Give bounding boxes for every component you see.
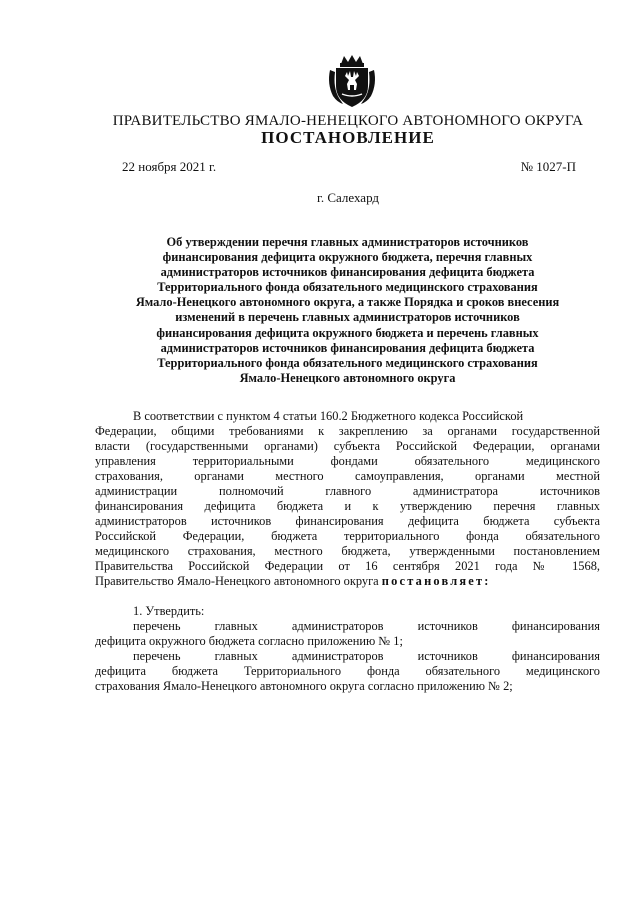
document-number: № 1027-П [520, 159, 576, 174]
preamble-line: медицинского страхования, местного бюджета, утвержденными постановлением [95, 544, 600, 558]
coat-of-arms-icon [327, 54, 377, 110]
title-line: финансирования дефицита окружного бюджета, перечня главных [162, 250, 533, 265]
preamble-paragraph [95, 409, 600, 589]
item-heading: 1. Утвердить: [133, 604, 205, 618]
preamble-line: власти (государственными органами) субъекта Российской Федерации, органами [95, 439, 600, 453]
preamble-line: управления территориальными фондами обязательного медицинского [95, 454, 600, 468]
title-line: Территориального фонда обязательного медицинского страхования [157, 355, 538, 370]
title-line: Об утверждении перечня главных администраторов источников [166, 235, 529, 249]
document-city: г. Салехард [316, 190, 380, 205]
preamble-line: Правительство Ямало-Ненецкого автономного округа [95, 574, 379, 588]
title-line: Ямало-Ненецкого автономного округа, а также Порядка и сроков внесения [135, 295, 560, 310]
preamble-line: администрации полномочий главного администратора источников [95, 484, 600, 498]
preamble-final-line [95, 574, 600, 589]
preamble-line: Правительства Российской Федерации от 16 сентября 2021 года № 1568, [95, 559, 600, 573]
government-name: ПРАВИТЕЛЬСТВО ЯМАЛО-НЕНЕЦКОГО АВТОНОМНОГО ОКРУГА [112, 113, 584, 129]
list-item-line: дефицита бюджета Территориального фонда обязательного медицинского [95, 664, 600, 678]
preamble-line: Федерации, общими требованиями к закреплению за органами государственной [95, 424, 600, 438]
document-type: ПОСТАНОВЛЕНИЕ [261, 128, 435, 147]
preamble-line: Российской Федерации, бюджета территориального фонда обязательного [95, 529, 600, 543]
document-body [95, 409, 600, 694]
title-line: Территориального фонда обязательного медицинского страхования [157, 280, 538, 295]
preamble-line: администраторов источников финансирования дефицита бюджета субъекта [95, 514, 600, 528]
title-line: Ямало-Ненецкого автономного округа [239, 370, 456, 385]
document-title [95, 235, 600, 386]
preamble-line: В соответствии с пунктом 4 статьи 160.2 Бюджетного кодекса Российской [133, 409, 524, 423]
preamble-line: страхования, органами местного самоуправления, органами местной [95, 469, 600, 483]
title-line: изменений в перечень главных администраторов источников [175, 310, 520, 325]
title-line: администраторов источников финансирования дефицита бюджета [160, 340, 535, 355]
title-line: финансирования дефицита окружного бюджета и перечень главных [156, 325, 539, 340]
list-item-line: дефицита окружного бюджета согласно приложению № 1; [95, 634, 403, 648]
list-item-line: перечень главных администраторов источников финансирования [133, 619, 600, 633]
list-item-line: страхования Ямало-Ненецкого автономного округа согласно приложению № 2; [95, 679, 513, 693]
document-date: 22 ноября 2021 г. [122, 159, 217, 174]
decree-word: постановляет: [381, 574, 491, 588]
list-item-line: перечень главных администраторов источников финансирования [133, 649, 600, 663]
preamble-line: финансирования дефицита бюджета и к утверждению перечня главных [95, 499, 600, 513]
title-line: администраторов источников финансирования дефицита бюджета [160, 265, 535, 280]
